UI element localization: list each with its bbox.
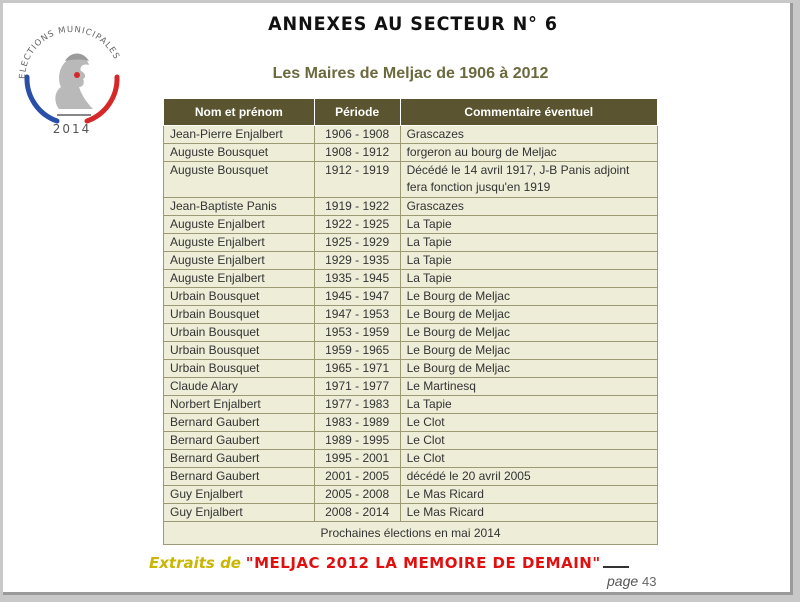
table-row [164,468,658,486]
cell-period: 1971 - 1977 [314,378,400,396]
cell-name: Urbain Bousquet [164,360,315,378]
cell-period: 1965 - 1971 [314,360,400,378]
cell-comment: Le Clot [400,432,657,450]
cell-name: Bernard Gaubert [164,450,315,468]
table-row [164,342,658,360]
cell-name: Norbert Enjalbert [164,396,315,414]
table-row [164,144,658,162]
cell-comment: forgeron au bourg de Meljac [400,144,657,162]
cell-comment: La Tapie [400,396,657,414]
cell-period: 1983 - 1989 [314,414,400,432]
cell-period: 1947 - 1953 [314,306,400,324]
cell-comment: décédé le 20 avril 2005 [400,468,657,486]
table-title: Les Maires de Meljac de 1906 à 2012 [272,65,549,82]
cell-period: 1977 - 1983 [314,396,400,414]
cell-comment: Le Bourg de Meljac [400,342,657,360]
cell-comment: Le Clot [400,450,657,468]
table-row [164,396,658,414]
cell-name: Jean-Pierre Enjalbert [164,126,315,144]
cell-name: Auguste Enjalbert [164,216,315,234]
header-name: Nom et prénom [164,99,315,126]
cell-comment: Le Bourg de Meljac [400,360,657,378]
cell-comment: Grascazes [400,198,657,216]
cell-period: 1922 - 1925 [314,216,400,234]
credit-book-title: "MELJAC 2012 LA MEMOIRE DE DEMAIN" [245,554,601,572]
table-row [164,360,658,378]
cell-name: Guy Enjalbert [164,504,315,522]
cell-comment: La Tapie [400,270,657,288]
cell-period: 1912 - 1919 [314,162,400,198]
cell-comment: Le Bourg de Meljac [400,306,657,324]
table-row [164,234,658,252]
page-number [607,573,657,589]
cell-comment: Décédé le 14 avril 1917, J-B Panis adjoint fera fonction jusqu'en 1919 [400,162,657,198]
table-row [164,306,658,324]
table-row [164,288,658,306]
cell-comment: La Tapie [400,216,657,234]
mayors-table [163,98,658,545]
logo-year: 2014 [52,122,92,136]
cell-comment: Le Bourg de Meljac [400,288,657,306]
cell-period: 2001 - 2005 [314,468,400,486]
cell-name: Bernard Gaubert [164,468,315,486]
cell-name: Auguste Enjalbert [164,270,315,288]
cell-name: Auguste Bousquet [164,144,315,162]
cell-name: Urbain Bousquet [164,342,315,360]
cell-period: 2005 - 2008 [314,486,400,504]
cell-name: Claude Alary [164,378,315,396]
table-row [164,486,658,504]
table-row [164,504,658,522]
mayors-table-container [163,98,658,545]
credit-underline [603,566,629,568]
cell-name: Auguste Bousquet [164,162,315,198]
table-header-row [164,99,658,126]
cell-comment: Le Bourg de Meljac [400,324,657,342]
credit-prefix: Extraits de [149,554,241,572]
cell-name: Auguste Enjalbert [164,252,315,270]
header-comment: Commentaire éventuel [400,99,657,126]
next-elections-note: Prochaines élections en mai 2014 [164,522,658,545]
cell-comment: La Tapie [400,234,657,252]
table-row [164,198,658,216]
cell-period: 1925 - 1929 [314,234,400,252]
cell-period: 2008 - 2014 [314,504,400,522]
cell-comment: Le Mas Ricard [400,486,657,504]
cell-comment: La Tapie [400,252,657,270]
cell-period: 1945 - 1947 [314,288,400,306]
cell-period: 1995 - 2001 [314,450,400,468]
logo-text: ELECTIONS MUNICIPALES [17,24,122,80]
cell-comment: Le Clot [400,414,657,432]
cell-name: Jean-Baptiste Panis [164,198,315,216]
table-row [164,414,658,432]
cell-name: Urbain Bousquet [164,324,315,342]
table-row [164,450,658,468]
cell-name: Urbain Bousquet [164,288,315,306]
source-credit [149,554,629,572]
table-row [164,324,658,342]
table-row [164,126,658,144]
page-label: page [607,573,639,589]
table-row [164,162,658,198]
page-number-value: 43 [642,574,657,589]
cell-period: 1919 - 1922 [314,198,400,216]
cell-period: 1906 - 1908 [314,126,400,144]
cell-name: Bernard Gaubert [164,414,315,432]
cell-period: 1908 - 1912 [314,144,400,162]
cell-period: 1989 - 1995 [314,432,400,450]
cell-period: 1935 - 1945 [314,270,400,288]
table-row [164,432,658,450]
table-row [164,216,658,234]
cell-period: 1953 - 1959 [314,324,400,342]
table-row [164,378,658,396]
cell-comment: Le Martinesq [400,378,657,396]
cell-name: Urbain Bousquet [164,306,315,324]
cell-name: Auguste Enjalbert [164,234,315,252]
page-title: ANNEXES AU SECTEUR N° 6 [268,13,558,35]
cell-name: Guy Enjalbert [164,486,315,504]
table-footer-row [164,522,658,545]
page-frame [3,3,793,595]
cell-period: 1959 - 1965 [314,342,400,360]
cell-name: Bernard Gaubert [164,432,315,450]
cell-period: 1929 - 1935 [314,252,400,270]
table-row [164,252,658,270]
header-period: Période [314,99,400,126]
cell-comment: Grascazes [400,126,657,144]
table-row [164,270,658,288]
cell-comment: Le Mas Ricard [400,504,657,522]
